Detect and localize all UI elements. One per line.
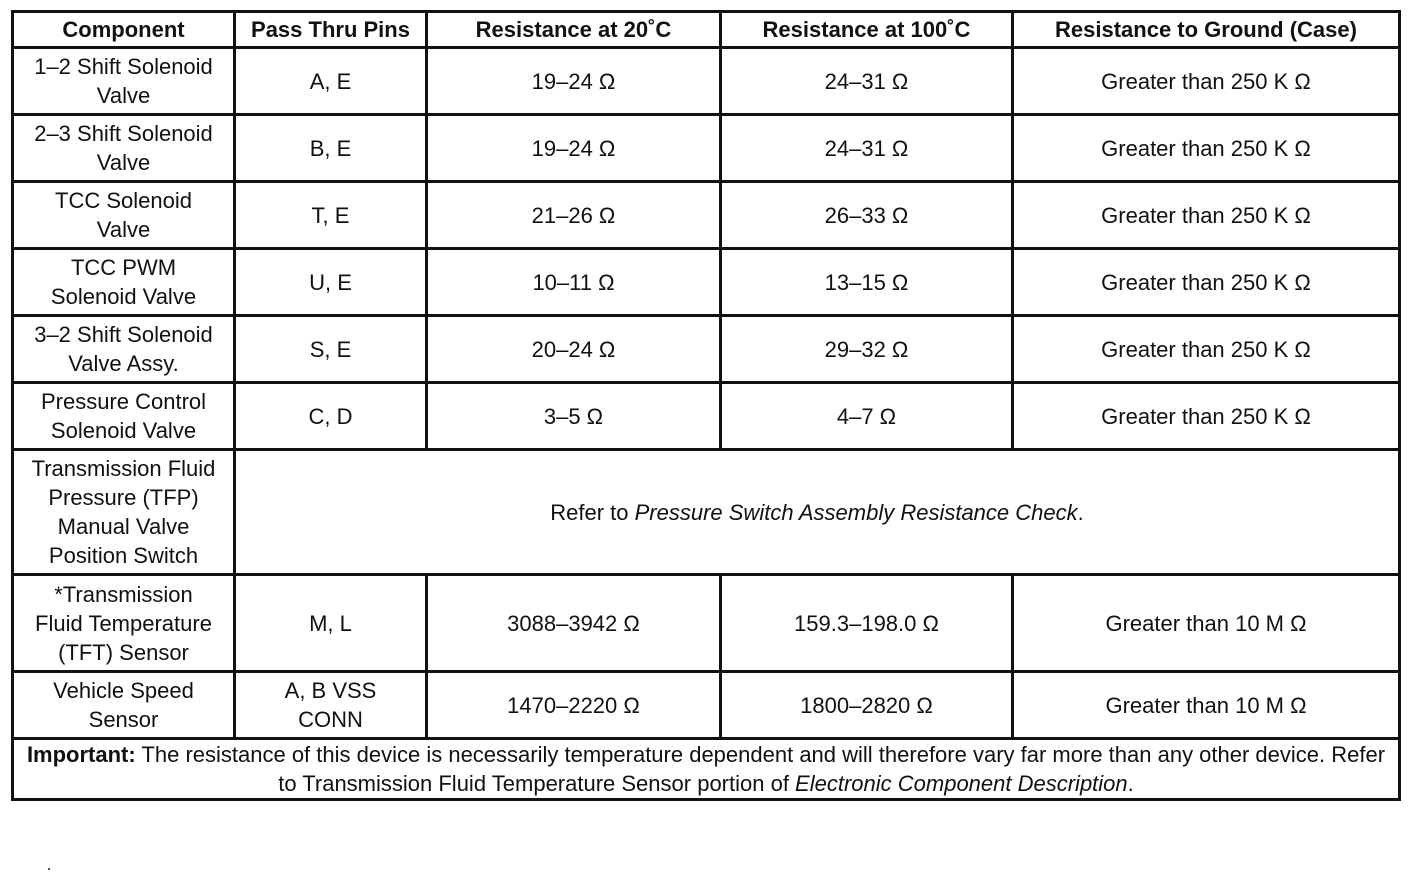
- header-pass-thru-pins: Pass Thru Pins: [235, 12, 427, 48]
- r100-cell: 13–15 Ω: [721, 249, 1013, 316]
- resistance-spec-table: [11, 10, 1401, 801]
- important-label: Important:: [26, 742, 136, 767]
- component-line: Solenoid Valve: [50, 284, 197, 309]
- header-resistance-20c: Resistance at 20˚C: [427, 12, 721, 48]
- ground-cell: Greater than 250 K Ω: [1013, 182, 1400, 249]
- ground-cell: Greater than 250 K Ω: [1013, 383, 1400, 450]
- note-reference: Electronic Component Description: [795, 771, 1128, 796]
- component-line: Valve: [96, 150, 151, 175]
- component-cell: [13, 115, 235, 182]
- refer-cell: [235, 450, 1400, 575]
- component-line: Pressure Control: [40, 389, 207, 414]
- component-line: 1–2 Shift Solenoid: [34, 54, 213, 79]
- header-resistance-100c: Resistance at 100˚C: [721, 12, 1013, 48]
- note-suffix: .: [1127, 771, 1134, 796]
- component-line: Position Switch: [48, 543, 199, 568]
- stray-dot: [48, 868, 50, 870]
- pins-line: A, B VSS: [284, 678, 377, 703]
- component-line: Vehicle Speed: [53, 678, 194, 703]
- pins-cell: S, E: [235, 316, 427, 383]
- component-cell: [13, 249, 235, 316]
- component-line: Manual Valve: [57, 514, 190, 539]
- header-component: Component: [13, 12, 235, 48]
- r20-cell: 10–11 Ω: [427, 249, 721, 316]
- pins-cell: B, E: [235, 115, 427, 182]
- component-line: TCC PWM: [70, 255, 177, 280]
- r100-cell: 24–31 Ω: [721, 115, 1013, 182]
- component-line: Fluid Temperature: [35, 610, 212, 636]
- r20-cell: 19–24 Ω: [427, 48, 721, 115]
- component-line: 2–3 Shift Solenoid: [34, 121, 213, 146]
- note-text: The resistance of this device is necessarily temperature dependent and will therefore vary far more than any other device. Refer to Transmission Fluid Temperature Sensor portion of: [135, 742, 1386, 796]
- component-cell: [13, 383, 235, 450]
- component-line: Valve Assy.: [68, 351, 179, 376]
- ground-cell: Greater than 250 K Ω: [1013, 48, 1400, 115]
- r100-cell: 1800–2820 Ω: [721, 672, 1013, 739]
- important-note: [13, 739, 1400, 800]
- ground-cell: Greater than 10 M Ω: [1013, 575, 1400, 672]
- component-line: Valve: [96, 83, 151, 108]
- r100-cell: 29–32 Ω: [721, 316, 1013, 383]
- r20-cell: 1470–2220 Ω: [427, 672, 721, 739]
- refer-link-text: Pressure Switch Assembly Resistance Check: [634, 499, 1078, 525]
- header-resistance-ground: Resistance to Ground (Case): [1013, 12, 1400, 48]
- table-row: [13, 316, 1400, 383]
- refer-suffix: .: [1077, 499, 1084, 525]
- pins-cell: A, E: [235, 48, 427, 115]
- component-line: Pressure (TFP): [48, 485, 199, 510]
- ground-cell: Greater than 10 M Ω: [1013, 672, 1400, 739]
- component-cell: [13, 575, 235, 672]
- component-line: Solenoid Valve: [50, 418, 197, 443]
- component-line: (TFT) Sensor: [58, 639, 189, 665]
- table-row: [13, 182, 1400, 249]
- table-row: [13, 383, 1400, 450]
- component-cell: [13, 672, 235, 739]
- r20-cell: 19–24 Ω: [427, 115, 721, 182]
- component-line: 3–2 Shift Solenoid: [34, 322, 213, 347]
- ground-cell: Greater than 250 K Ω: [1013, 249, 1400, 316]
- pins-line: CONN: [298, 707, 363, 732]
- pins-cell: M, L: [235, 575, 427, 672]
- table-row: [13, 575, 1400, 672]
- r100-cell: 4–7 Ω: [721, 383, 1013, 450]
- component-line: Sensor: [88, 707, 159, 732]
- r100-cell: 159.3–198.0 Ω: [721, 575, 1013, 672]
- r20-cell: 3–5 Ω: [427, 383, 721, 450]
- ground-cell: Greater than 250 K Ω: [1013, 115, 1400, 182]
- table-row: [13, 249, 1400, 316]
- component-cell: [13, 450, 235, 575]
- component-cell: [13, 48, 235, 115]
- r20-cell: 20–24 Ω: [427, 316, 721, 383]
- refer-prefix: Refer to: [550, 499, 635, 525]
- pins-cell: C, D: [235, 383, 427, 450]
- component-line: Transmission Fluid: [31, 456, 216, 481]
- ground-cell: Greater than 250 K Ω: [1013, 316, 1400, 383]
- table-row: [13, 115, 1400, 182]
- table-row-tfp: [13, 450, 1400, 575]
- table-row: [13, 48, 1400, 115]
- r20-cell: 3088–3942 Ω: [427, 575, 721, 672]
- r100-cell: 24–31 Ω: [721, 48, 1013, 115]
- component-line: TCC Solenoid: [55, 188, 192, 213]
- component-cell: [13, 316, 235, 383]
- r20-cell: 21–26 Ω: [427, 182, 721, 249]
- table-row: [13, 672, 1400, 739]
- pins-cell: T, E: [235, 182, 427, 249]
- note-row: [13, 739, 1400, 800]
- component-cell: [13, 182, 235, 249]
- header-row: [13, 12, 1400, 48]
- component-line: *Transmission: [54, 581, 193, 607]
- pins-cell: U, E: [235, 249, 427, 316]
- r100-cell: 26–33 Ω: [721, 182, 1013, 249]
- component-line: Valve: [96, 217, 151, 242]
- pins-cell: [235, 672, 427, 739]
